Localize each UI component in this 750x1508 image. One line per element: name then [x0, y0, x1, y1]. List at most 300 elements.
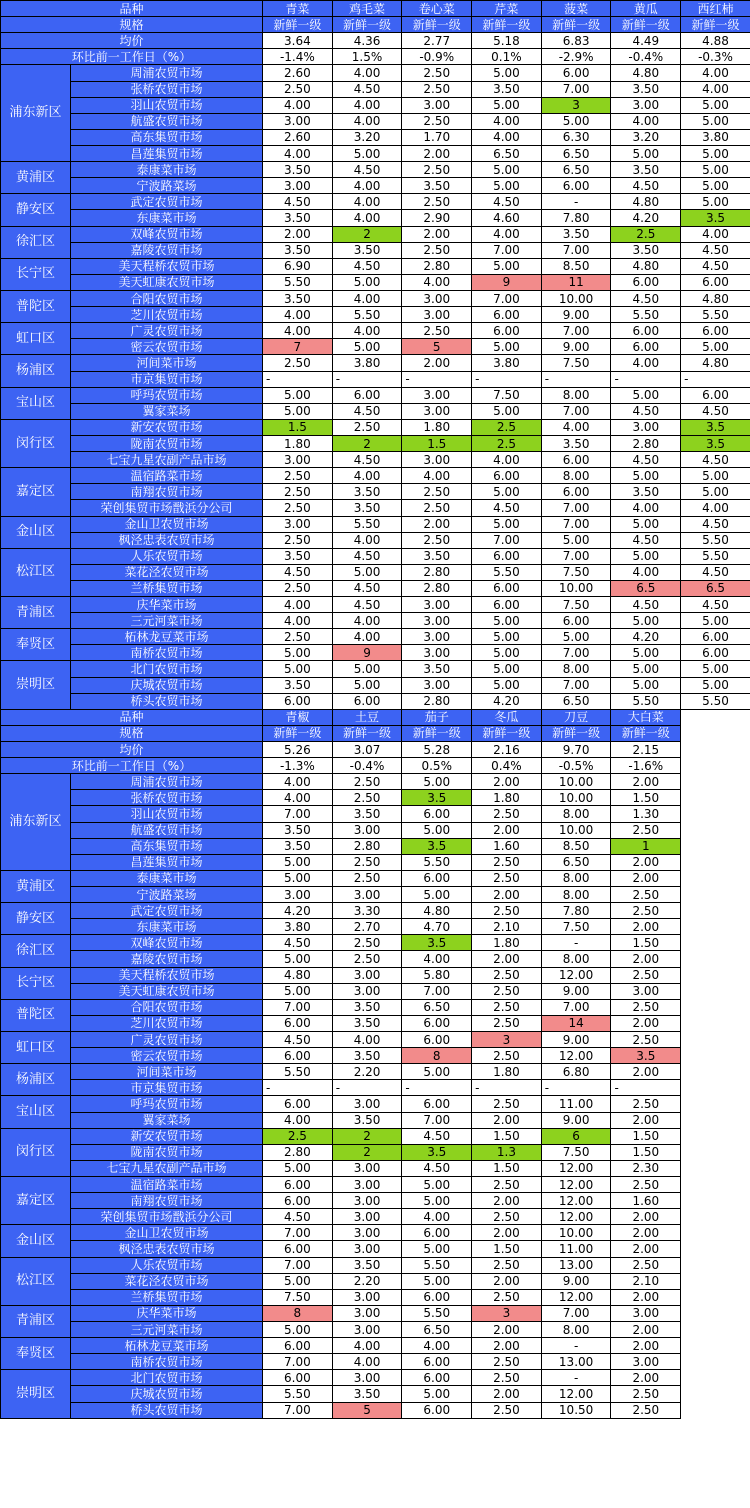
- price-cell: 4.50: [472, 500, 542, 516]
- price-cell: 6.00: [402, 806, 472, 822]
- market-name: 武定农贸市场: [71, 903, 263, 919]
- product-spec: 新鲜一级: [472, 725, 542, 741]
- market-name: 温宿路菜市场: [71, 1176, 263, 1192]
- price-cell: 1.60: [472, 838, 542, 854]
- price-cell: 5.00: [263, 870, 333, 886]
- change-row: [1, 758, 750, 774]
- market-name: 庆城农贸市场: [71, 1386, 263, 1402]
- price-cell: 5.00: [263, 387, 333, 403]
- price-cell: 2.80: [402, 564, 472, 580]
- price-cell: 1.50: [611, 790, 681, 806]
- price-cell: 5.00: [472, 403, 542, 419]
- price-cell: 4.00: [402, 274, 472, 290]
- price-cell: 6.00: [611, 274, 681, 290]
- price-cell: 5.00: [472, 162, 542, 178]
- market-row: [1, 790, 750, 806]
- price-cell: 5.00: [263, 1321, 333, 1337]
- price-cell: 4.80: [681, 355, 750, 371]
- price-cell: 3.00: [332, 822, 402, 838]
- market-row: [1, 162, 750, 178]
- market-row: [1, 806, 750, 822]
- price-cell: 4.00: [332, 210, 402, 226]
- price-cell: 4.80: [681, 290, 750, 306]
- district-name: 宝山区: [1, 1096, 71, 1128]
- price-cell: 6.00: [402, 1225, 472, 1241]
- product-name: 冬瓜: [472, 709, 542, 725]
- product-name: 卷心菜: [402, 1, 472, 17]
- market-row: [1, 1193, 750, 1209]
- price-cell: 6.00: [263, 1176, 333, 1192]
- district-name: 松江区: [1, 1257, 71, 1305]
- price-cell: 6.00: [263, 1193, 333, 1209]
- price-cell: 5.00: [472, 258, 542, 274]
- market-row: [1, 1096, 750, 1112]
- price-cell: 3.50: [402, 548, 472, 564]
- price-cell: 9.00: [541, 339, 611, 355]
- price-cell: 12.00: [541, 967, 611, 983]
- price-cell: 1.50: [472, 1241, 542, 1257]
- price-cell: 2.50: [611, 999, 681, 1015]
- price-cell: 5.50: [681, 693, 750, 709]
- price-cell: 5.00: [681, 178, 750, 194]
- price-cell: 6.00: [332, 693, 402, 709]
- market-name: 三元河菜市场: [71, 613, 263, 629]
- price-cell: 6.80: [541, 1064, 611, 1080]
- market-name: 河间菜市场: [71, 1064, 263, 1080]
- market-name: 双峰农贸市场: [71, 226, 263, 242]
- price-cell: 2.5: [472, 419, 542, 435]
- price-cell: 1.5: [402, 435, 472, 451]
- market-row: [1, 951, 750, 967]
- price-cell: 4.00: [263, 790, 333, 806]
- price-cell: 2.50: [263, 629, 333, 645]
- average-price: 4.88: [681, 33, 750, 49]
- price-cell: 2.00: [611, 1225, 681, 1241]
- price-cell: 6.00: [541, 484, 611, 500]
- price-cell: -: [611, 371, 681, 387]
- market-row: [1, 548, 750, 564]
- price-cell: 10.00: [541, 580, 611, 596]
- price-cell: 5.00: [611, 468, 681, 484]
- market-name: 陇南农贸市场: [71, 435, 263, 451]
- empty-cell: [681, 1048, 750, 1064]
- price-cell: 5.00: [541, 113, 611, 129]
- price-cell: 6.50: [402, 1321, 472, 1337]
- market-name: 嘉陵农贸市场: [71, 242, 263, 258]
- market-name: 七宝九星农副产品市场: [71, 452, 263, 468]
- price-cell: 5.00: [402, 887, 472, 903]
- price-cell: 5.00: [681, 677, 750, 693]
- price-cell: 2.50: [332, 951, 402, 967]
- market-name: 柘林龙豆菜市场: [71, 629, 263, 645]
- price-cell: 1.3: [472, 1144, 542, 1160]
- price-cell: 7.00: [541, 403, 611, 419]
- price-cell: 3.5: [402, 838, 472, 854]
- price-cell: 2.50: [472, 1289, 542, 1305]
- price-cell: 6.00: [402, 1289, 472, 1305]
- market-row: [1, 419, 750, 435]
- price-cell: 2.20: [332, 1273, 402, 1289]
- market-row: [1, 1176, 750, 1192]
- price-cell: 2.00: [611, 1241, 681, 1257]
- market-row: [1, 645, 750, 661]
- price-cell: 1.50: [472, 1128, 542, 1144]
- price-cell: 3.00: [402, 387, 472, 403]
- price-cell: 2.50: [472, 1048, 542, 1064]
- price-cell: 3.5: [681, 435, 750, 451]
- price-cell: 2.00: [611, 919, 681, 935]
- price-cell: 3.00: [332, 1305, 402, 1321]
- price-cell: 5.50: [263, 274, 333, 290]
- price-cell: 4.00: [332, 97, 402, 113]
- price-cell: 2.50: [472, 1209, 542, 1225]
- price-cell: 6.00: [472, 468, 542, 484]
- market-name: 美天程桥农贸市场: [71, 967, 263, 983]
- district-name: 嘉定区: [1, 468, 71, 516]
- price-cell: 3.00: [332, 1209, 402, 1225]
- average-price: 3.07: [332, 742, 402, 758]
- price-cell: 3.00: [402, 97, 472, 113]
- price-cell: 2.00: [402, 516, 472, 532]
- market-row: [1, 1338, 750, 1354]
- price-cell: 6.00: [681, 645, 750, 661]
- price-cell: 4.80: [611, 194, 681, 210]
- product-spec: 新鲜一级: [611, 17, 681, 33]
- price-cell: 2.00: [402, 145, 472, 161]
- price-cell: 10.00: [541, 774, 611, 790]
- market-name: 航盛农贸市场: [71, 822, 263, 838]
- price-cell: 5.00: [681, 162, 750, 178]
- price-cell: 1.80: [472, 790, 542, 806]
- product-spec: 新鲜一级: [402, 17, 472, 33]
- price-cell: 5.00: [681, 145, 750, 161]
- district-name: 杨浦区: [1, 355, 71, 387]
- price-cell: 5.00: [263, 661, 333, 677]
- market-name: 张桥农贸市场: [71, 790, 263, 806]
- district-name: 奉贤区: [1, 1338, 71, 1370]
- price-cell: 2.60: [263, 65, 333, 81]
- price-cell: 1.60: [611, 1193, 681, 1209]
- market-name: 泰康菜市场: [71, 870, 263, 886]
- market-row: [1, 693, 750, 709]
- average-price: 4.36: [332, 33, 402, 49]
- product-spec: 新鲜一级: [541, 17, 611, 33]
- price-cell: 2.50: [472, 983, 542, 999]
- price-cell: 4.00: [263, 323, 333, 339]
- market-name: 兰桥集贸市场: [71, 1289, 263, 1305]
- market-row: [1, 613, 750, 629]
- price-cell: 1.50: [472, 1160, 542, 1176]
- price-cell: 6.00: [472, 580, 542, 596]
- price-cell: 2.00: [472, 774, 542, 790]
- price-cell: 5.00: [681, 484, 750, 500]
- price-cell: 5.00: [402, 1241, 472, 1257]
- price-cell: 3.00: [332, 887, 402, 903]
- price-cell: 2.60: [263, 129, 333, 145]
- price-cell: 5.50: [611, 307, 681, 323]
- average-price: 5.28: [402, 742, 472, 758]
- market-row: [1, 516, 750, 532]
- price-cell: 2.00: [611, 1321, 681, 1337]
- price-cell: 3.5: [681, 419, 750, 435]
- price-cell: 2.50: [402, 162, 472, 178]
- price-cell: 2.50: [611, 903, 681, 919]
- price-cell: 6.00: [541, 613, 611, 629]
- price-cell: 2.5: [472, 435, 542, 451]
- price-cell: 5.00: [681, 468, 750, 484]
- empty-cell: [681, 1305, 750, 1321]
- price-cell: 2.50: [402, 113, 472, 129]
- price-cell: 2.00: [611, 1338, 681, 1354]
- average-price: 5.18: [472, 33, 542, 49]
- price-cell: 2.00: [472, 1321, 542, 1337]
- price-cell: 5.00: [611, 677, 681, 693]
- empty-cell: [681, 951, 750, 967]
- header-row-variety: [1, 1, 750, 17]
- price-cell: 3.00: [263, 452, 333, 468]
- price-cell: 4.50: [681, 516, 750, 532]
- price-cell: 2.50: [402, 194, 472, 210]
- price-cell: 2.50: [402, 242, 472, 258]
- price-cell: 2.50: [402, 81, 472, 97]
- price-cell: 9.00: [541, 1273, 611, 1289]
- price-cell: 4.00: [472, 452, 542, 468]
- market-row: [1, 194, 750, 210]
- price-cell: 2.50: [332, 854, 402, 870]
- price-cell: 3.50: [263, 162, 333, 178]
- price-cell: 3.50: [332, 806, 402, 822]
- price-cell: 5.50: [402, 854, 472, 870]
- price-cell: 7.00: [541, 81, 611, 97]
- price-cell: 1.5: [263, 419, 333, 435]
- price-cell: 7.00: [541, 999, 611, 1015]
- price-cell: 2.30: [611, 1160, 681, 1176]
- market-name: 庆华菜市场: [71, 597, 263, 613]
- header-row-spec: [1, 725, 750, 741]
- district-name: 杨浦区: [1, 1064, 71, 1096]
- price-cell: 5.00: [332, 564, 402, 580]
- price-cell: 3.00: [402, 645, 472, 661]
- price-cell: 3.00: [263, 516, 333, 532]
- price-cell: 4.80: [611, 65, 681, 81]
- price-cell: 5.00: [611, 613, 681, 629]
- price-cell: 2.00: [472, 1193, 542, 1209]
- price-cell: 7.50: [541, 919, 611, 935]
- price-cell: 3.50: [263, 838, 333, 854]
- price-cell: 5.00: [472, 516, 542, 532]
- price-cell: 8.00: [541, 951, 611, 967]
- market-name: 羽山农贸市场: [71, 97, 263, 113]
- price-cell: 7.00: [263, 999, 333, 1015]
- market-name: 南翔农贸市场: [71, 484, 263, 500]
- price-cell: 2.50: [263, 500, 333, 516]
- market-name: 羽山农贸市场: [71, 806, 263, 822]
- price-cell: 2.50: [472, 999, 542, 1015]
- price-cell: 7.50: [541, 1144, 611, 1160]
- price-cell: 8.00: [541, 468, 611, 484]
- price-cell: 2.00: [611, 951, 681, 967]
- empty-cell: [681, 1160, 750, 1176]
- empty-cell: [681, 790, 750, 806]
- empty-cell: [681, 742, 750, 758]
- price-cell: 2.00: [611, 854, 681, 870]
- price-cell: 5.50: [681, 307, 750, 323]
- price-cell: 4.80: [402, 903, 472, 919]
- market-name: 七宝九星农副产品市场: [71, 1160, 263, 1176]
- price-cell: 2.50: [263, 81, 333, 97]
- price-cell: 7.00: [402, 983, 472, 999]
- price-cell: 4.50: [332, 258, 402, 274]
- price-cell: 3.50: [263, 548, 333, 564]
- price-cell: 2.50: [472, 1402, 542, 1418]
- market-name: 人乐农贸市场: [71, 1257, 263, 1273]
- market-row: [1, 983, 750, 999]
- price-cell: 7.50: [541, 355, 611, 371]
- market-name: 荣创集贸市场戬浜分公司: [71, 500, 263, 516]
- price-cell: 4.00: [332, 468, 402, 484]
- price-change: -1.3%: [263, 758, 333, 774]
- product-spec: 新鲜一级: [472, 17, 542, 33]
- change-label: 环比前一工作日（%）: [1, 49, 263, 65]
- market-name: 三元河菜市场: [71, 1321, 263, 1337]
- price-cell: 7.80: [541, 210, 611, 226]
- district-name: 宝山区: [1, 387, 71, 419]
- price-cell: 4.50: [611, 452, 681, 468]
- price-cell: 8.00: [541, 806, 611, 822]
- price-cell: 3.5: [611, 1048, 681, 1064]
- price-cell: 1.50: [611, 935, 681, 951]
- price-cell: 5.00: [541, 629, 611, 645]
- price-cell: 3.00: [402, 290, 472, 306]
- product-name: 黄瓜: [611, 1, 681, 17]
- price-cell: 5.00: [332, 274, 402, 290]
- market-row: [1, 935, 750, 951]
- empty-cell: [681, 725, 750, 741]
- price-cell: 5.00: [402, 1193, 472, 1209]
- district-name: 黄浦区: [1, 162, 71, 194]
- price-cell: 7.00: [472, 290, 542, 306]
- price-cell: 6.00: [263, 1338, 333, 1354]
- price-cell: 2.5: [263, 1128, 333, 1144]
- price-cell: 9: [472, 274, 542, 290]
- market-row: [1, 1015, 750, 1031]
- price-cell: 3.00: [402, 677, 472, 693]
- product-spec: 新鲜一级: [611, 725, 681, 741]
- price-cell: 2.50: [611, 1032, 681, 1048]
- price-cell: 6.00: [681, 629, 750, 645]
- price-cell: 2.50: [472, 854, 542, 870]
- price-cell: -: [611, 1080, 681, 1096]
- price-cell: 5.00: [472, 661, 542, 677]
- market-row: [1, 242, 750, 258]
- price-cell: 6.50: [402, 999, 472, 1015]
- average-price: 5.26: [263, 742, 333, 758]
- market-row: [1, 1354, 750, 1370]
- price-cell: 3.00: [402, 307, 472, 323]
- price-cell: 4.00: [402, 1209, 472, 1225]
- price-cell: 2.10: [472, 919, 542, 935]
- price-cell: 6.00: [402, 870, 472, 886]
- average-price-row: [1, 742, 750, 758]
- market-name: 市京集贸市场: [71, 371, 263, 387]
- market-name: 周浦农贸市场: [71, 65, 263, 81]
- price-cell: 3.50: [332, 1386, 402, 1402]
- price-cell: 6.00: [332, 387, 402, 403]
- price-cell: 4.00: [472, 129, 542, 145]
- price-cell: 4.00: [332, 178, 402, 194]
- product-spec: 新鲜一级: [402, 725, 472, 741]
- price-cell: 2.50: [332, 774, 402, 790]
- price-cell: 2.80: [402, 258, 472, 274]
- district-name: 静安区: [1, 194, 71, 226]
- price-cell: 3.20: [332, 129, 402, 145]
- market-name: 高东集贸市场: [71, 129, 263, 145]
- price-cell: 2.00: [263, 226, 333, 242]
- market-name: 美天虹康农贸市场: [71, 983, 263, 999]
- price-cell: 6.00: [541, 452, 611, 468]
- price-cell: 5.00: [472, 178, 542, 194]
- price-change: -0.9%: [402, 49, 472, 65]
- empty-cell: [681, 1112, 750, 1128]
- price-cell: 4.20: [611, 629, 681, 645]
- spec-label: 规格: [1, 17, 263, 33]
- market-row: [1, 1160, 750, 1176]
- price-cell: 4.50: [611, 597, 681, 613]
- price-cell: 2: [332, 1128, 402, 1144]
- price-cell: 6.00: [263, 693, 333, 709]
- market-row: [1, 339, 750, 355]
- price-cell: 2.50: [402, 484, 472, 500]
- market-row: [1, 323, 750, 339]
- price-cell: 4.00: [263, 1112, 333, 1128]
- market-name: 北门农贸市场: [71, 1370, 263, 1386]
- price-cell: 2.50: [611, 1176, 681, 1192]
- price-cell: 2.00: [611, 1209, 681, 1225]
- price-cell: 12.00: [541, 1209, 611, 1225]
- price-cell: 3.50: [611, 81, 681, 97]
- district-name: 长宁区: [1, 258, 71, 290]
- price-cell: 7.00: [472, 242, 542, 258]
- price-cell: -: [263, 371, 333, 387]
- price-cell: 5.00: [402, 1386, 472, 1402]
- empty-cell: [681, 1241, 750, 1257]
- empty-cell: [681, 1354, 750, 1370]
- price-cell: 7.00: [541, 516, 611, 532]
- market-name: 张桥农贸市场: [71, 81, 263, 97]
- price-cell: 7.00: [541, 677, 611, 693]
- price-cell: 5.00: [402, 774, 472, 790]
- price-cell: 2.50: [472, 870, 542, 886]
- average-label: 均价: [1, 33, 263, 49]
- price-cell: 6.50: [541, 162, 611, 178]
- market-row: [1, 1112, 750, 1128]
- price-cell: 2.00: [472, 1338, 542, 1354]
- price-cell: 5.00: [472, 339, 542, 355]
- price-cell: 5.00: [402, 1273, 472, 1289]
- price-cell: 4.50: [681, 564, 750, 580]
- empty-cell: [681, 1257, 750, 1273]
- price-cell: 7.00: [402, 1112, 472, 1128]
- price-cell: 4.50: [263, 1209, 333, 1225]
- price-cell: 6.00: [472, 597, 542, 613]
- average-price: 4.49: [611, 33, 681, 49]
- price-cell: 2.00: [402, 355, 472, 371]
- price-cell: 3.50: [541, 226, 611, 242]
- price-cell: 5.00: [402, 1064, 472, 1080]
- market-row: [1, 870, 750, 886]
- price-cell: 2.50: [611, 1386, 681, 1402]
- price-cell: 7.00: [263, 1402, 333, 1418]
